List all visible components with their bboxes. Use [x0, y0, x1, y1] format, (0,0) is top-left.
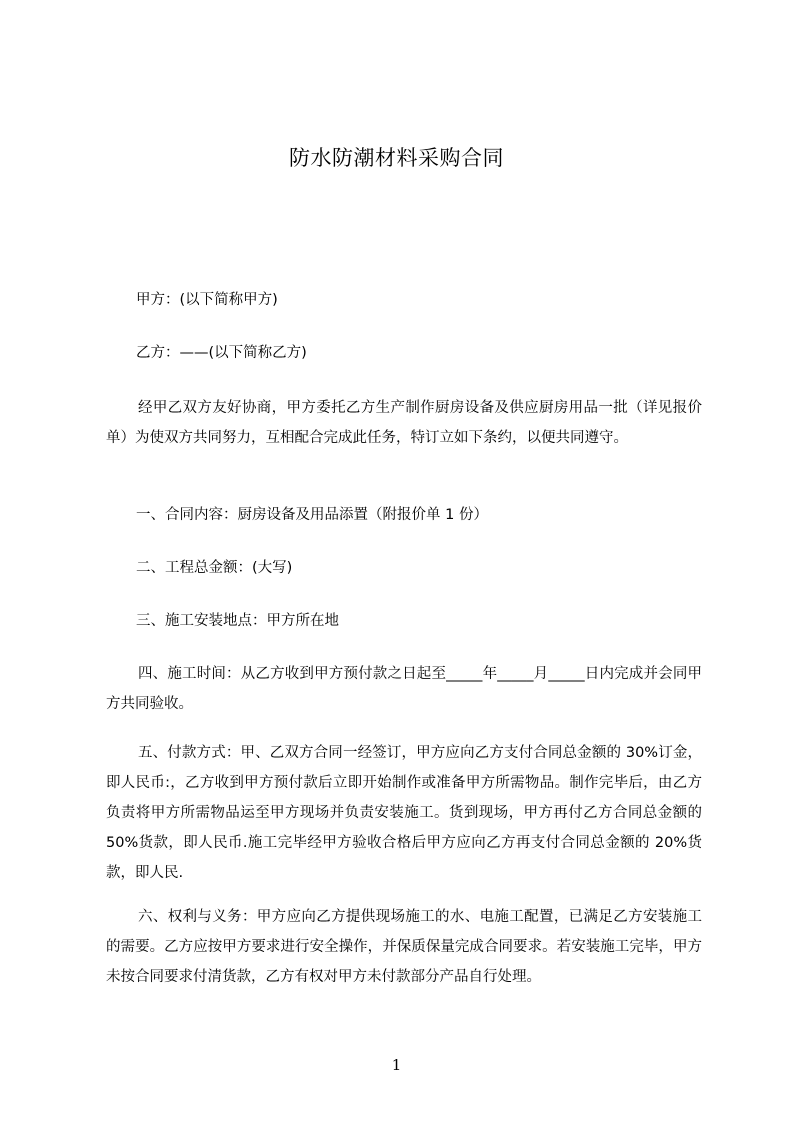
- party-a-line: 甲方：(以下简称甲方): [136, 292, 278, 308]
- clause-construction-time: 四、施工时间：从乙方收到甲方预付款之日起至_____年_____月_____日内完成并会同甲方共同验收。: [106, 666, 702, 712]
- clause-total-amount: 二、工程总金额：(大写): [136, 560, 293, 576]
- clause-contract-content: 一、合同内容：厨房设备及用品添置（附报价单 1 份）: [136, 507, 488, 523]
- document-title: 防水防潮材料采购合同: [289, 146, 504, 170]
- party-b-line: 乙方：——(以下简称乙方): [136, 345, 307, 361]
- page-number: 1: [391, 1056, 402, 1074]
- clause-payment-method: 五、付款方式：甲、乙双方合同一经签订，甲方应向乙方支付合同总金额的 30%订金，即人民币:，乙方收到甲方预付款后立即开始制作或准备甲方所需物品。制作完毕后，由乙方负责将甲方所需物品运至甲方现场并负责安装施工。货到现场，甲方再付乙方合同总金额的 50%货款，即人民币.施工完毕经甲方验收合格后甲方应向乙方再支付合同总金额的 20%货款，即人民.: [106, 745, 702, 881]
- preamble-paragraph: 经甲乙双方友好协商，甲方委托乙方生产制作厨房设备及供应厨房用品一批（详见报价单）为使双方共同努力，互相配合完成此任务，特订立如下条约，以便共同遵守。: [106, 400, 702, 446]
- clause-rights-obligations: 六、权利与义务：甲方应向乙方提供现场施工的水、电施工配置，已满足乙方安装施工的需要。乙方应按甲方要求进行安全操作，并保质保量完成合同要求。若安装施工完毕，甲方未按合同要求付清货款，乙方有权对甲方未付款部分产品自行处理。: [106, 909, 702, 985]
- clause-installation-site: 三、施工安装地点：甲方所在地: [136, 613, 339, 629]
